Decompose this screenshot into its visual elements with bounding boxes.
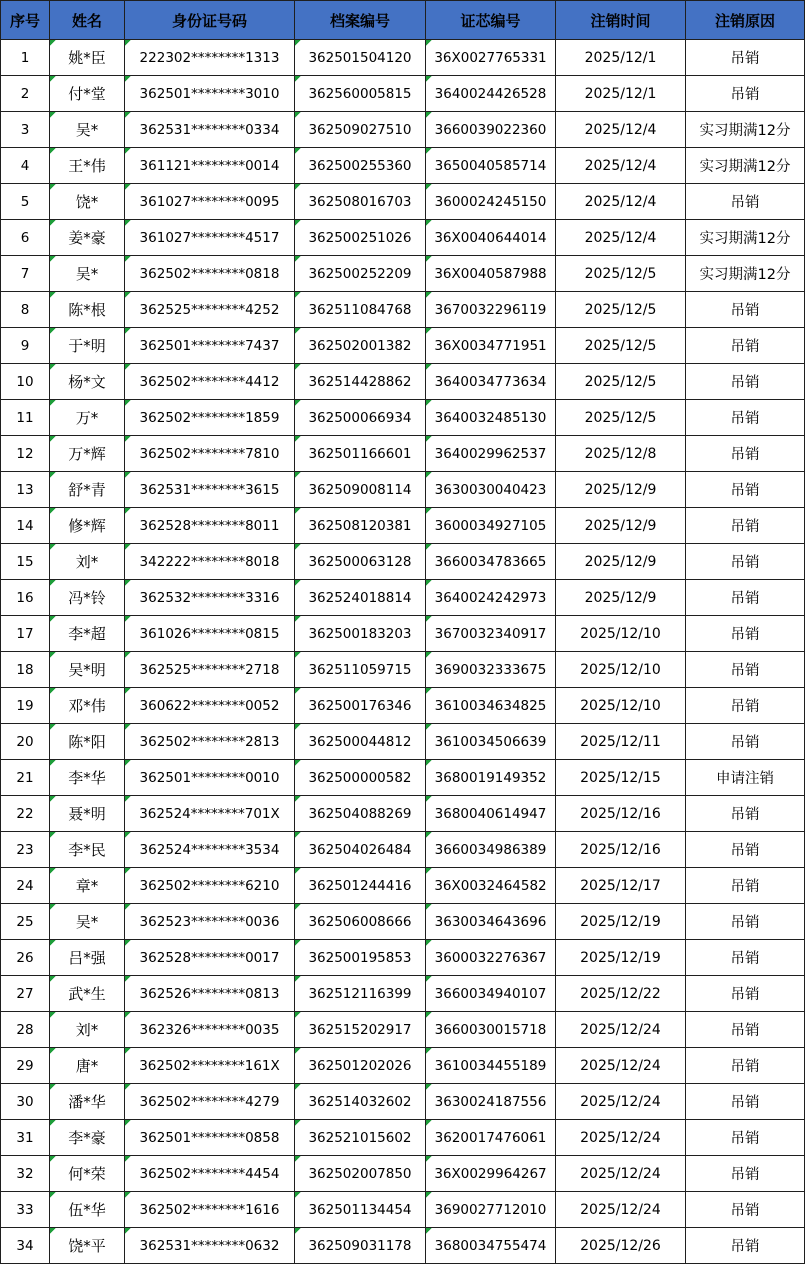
cell-cancel-date[interactable]: 2025/12/16 [556,796,686,832]
cell-name[interactable]: 王*伟 [50,148,125,184]
cell-name[interactable]: 李*超 [50,616,125,652]
cell-cancel-date[interactable]: 2025/12/1 [556,76,686,112]
cell-name[interactable]: 姜*豪 [50,220,125,256]
header-row [1,1,805,40]
table-row [1,1228,805,1264]
cell-cancel-date[interactable]: 2025/12/24 [556,1156,686,1192]
cell-id-number[interactable]: 361121********0014 [125,148,295,184]
cell-cancel-date[interactable]: 2025/12/4 [556,220,686,256]
cell-id-number[interactable]: 362502********7810 [125,436,295,472]
cell-seq[interactable]: 5 [1,184,50,220]
table-row [1,76,805,112]
cell-name[interactable]: 饶*平 [50,1228,125,1264]
header-chip-number[interactable]: 证芯编号 [426,1,556,40]
cell-seq[interactable]: 31 [1,1120,50,1156]
cell-cancel-reason[interactable]: 吊销 [686,1120,805,1156]
cell-id-number[interactable]: 362525********2718 [125,652,295,688]
cell-cancel-reason[interactable]: 吊销 [686,1084,805,1120]
table-row [1,1156,805,1192]
cell-id-number[interactable]: 362326********0035 [125,1012,295,1048]
header-seq[interactable]: 序号 [1,1,50,40]
cell-cancel-date[interactable]: 2025/12/4 [556,112,686,148]
cell-cancel-date[interactable]: 2025/12/9 [556,580,686,616]
cell-file-number[interactable]: 362501202026 [295,1048,426,1084]
cell-name[interactable]: 万*辉 [50,436,125,472]
table-header [1,1,805,40]
cell-cancel-date[interactable]: 2025/12/24 [556,1192,686,1228]
table-row [1,580,805,616]
cell-cancel-reason[interactable]: 吊销 [686,652,805,688]
cell-cancel-date[interactable]: 2025/12/5 [556,364,686,400]
cell-file-number[interactable]: 362500195853 [295,940,426,976]
cell-chip-number[interactable]: 3640024242973 [426,580,556,616]
cell-seq[interactable]: 12 [1,436,50,472]
cell-cancel-reason[interactable]: 吊销 [686,436,805,472]
cell-file-number[interactable]: 362512116399 [295,976,426,1012]
cell-file-number[interactable]: 362500066934 [295,400,426,436]
cell-seq[interactable]: 9 [1,328,50,364]
header-file-number[interactable]: 档案编号 [295,1,426,40]
cell-chip-number[interactable]: 3660034986389 [426,832,556,868]
cell-chip-number[interactable]: 3670032340917 [426,616,556,652]
table-row [1,652,805,688]
cell-chip-number[interactable]: 3660030015718 [426,1012,556,1048]
cell-cancel-date[interactable]: 2025/12/11 [556,724,686,760]
table-row [1,544,805,580]
cell-seq[interactable]: 10 [1,364,50,400]
cell-file-number[interactable]: 362514428862 [295,364,426,400]
cell-file-number[interactable]: 362502007850 [295,1156,426,1192]
cell-name[interactable]: 伍*华 [50,1192,125,1228]
cell-name[interactable]: 唐* [50,1048,125,1084]
cell-id-number[interactable]: 362502********1859 [125,400,295,436]
cell-chip-number[interactable]: 36X0032464582 [426,868,556,904]
cell-seq[interactable]: 27 [1,976,50,1012]
cell-file-number[interactable]: 362508016703 [295,184,426,220]
cell-id-number[interactable]: 362524********701X [125,796,295,832]
cell-file-number[interactable]: 362500063128 [295,544,426,580]
cell-cancel-reason[interactable]: 吊销 [686,184,805,220]
cell-file-number[interactable]: 362509027510 [295,112,426,148]
cell-file-number[interactable]: 362509031178 [295,1228,426,1264]
cell-seq[interactable]: 19 [1,688,50,724]
cell-file-number[interactable]: 362501166601 [295,436,426,472]
cell-name[interactable]: 刘* [50,544,125,580]
cell-cancel-date[interactable]: 2025/12/5 [556,256,686,292]
cell-cancel-date[interactable]: 2025/12/24 [556,1048,686,1084]
cell-file-number[interactable]: 362504026484 [295,832,426,868]
table-row [1,112,805,148]
header-name[interactable]: 姓名 [50,1,125,40]
header-cancel-reason[interactable]: 注销原因 [686,1,805,40]
cell-seq[interactable]: 30 [1,1084,50,1120]
cell-cancel-date[interactable]: 2025/12/16 [556,832,686,868]
cell-cancel-date[interactable]: 2025/12/19 [556,940,686,976]
cell-seq[interactable]: 15 [1,544,50,580]
cell-id-number[interactable]: 362501********7437 [125,328,295,364]
cell-id-number[interactable]: 362502********4454 [125,1156,295,1192]
cell-name[interactable]: 刘* [50,1012,125,1048]
cell-seq[interactable]: 7 [1,256,50,292]
cell-file-number[interactable]: 362509008114 [295,472,426,508]
cell-name[interactable]: 修*辉 [50,508,125,544]
table-row [1,1192,805,1228]
cell-cancel-date[interactable]: 2025/12/9 [556,508,686,544]
cell-name[interactable]: 吕*强 [50,940,125,976]
cell-id-number[interactable]: 362501********0010 [125,760,295,796]
table-row [1,868,805,904]
cell-chip-number[interactable]: 3680034755474 [426,1228,556,1264]
cell-name[interactable]: 舒*青 [50,472,125,508]
cell-id-number[interactable]: 362526********0813 [125,976,295,1012]
table-row [1,148,805,184]
cell-cancel-date[interactable]: 2025/12/4 [556,148,686,184]
cell-chip-number[interactable]: 3640029962537 [426,436,556,472]
cell-seq[interactable]: 28 [1,1012,50,1048]
table-row [1,760,805,796]
cell-cancel-reason[interactable]: 吊销 [686,940,805,976]
cell-cancel-reason[interactable]: 吊销 [686,40,805,76]
cell-cancel-date[interactable]: 2025/12/10 [556,616,686,652]
header-id-number[interactable]: 身份证号码 [125,1,295,40]
table-row [1,472,805,508]
cell-file-number[interactable]: 362500000582 [295,760,426,796]
cell-file-number[interactable]: 362506008666 [295,904,426,940]
cell-name[interactable]: 万* [50,400,125,436]
cell-cancel-reason[interactable]: 实习期满12分 [686,220,805,256]
cell-file-number[interactable]: 362508120381 [295,508,426,544]
cell-id-number[interactable]: 362524********3534 [125,832,295,868]
cell-id-number[interactable]: 362501********0858 [125,1120,295,1156]
cell-file-number[interactable]: 362500176346 [295,688,426,724]
cell-file-number[interactable]: 362501504120 [295,40,426,76]
cell-id-number[interactable]: 362531********0334 [125,112,295,148]
cell-id-number[interactable]: 362532********3316 [125,580,295,616]
cell-chip-number[interactable]: 3600034927105 [426,508,556,544]
cell-chip-number[interactable]: 3690032333675 [426,652,556,688]
cell-chip-number[interactable]: 3650040585714 [426,148,556,184]
cell-cancel-reason[interactable]: 吊销 [686,472,805,508]
cell-cancel-reason[interactable]: 吊销 [686,1156,805,1192]
cell-seq[interactable]: 6 [1,220,50,256]
cell-name[interactable]: 付*堂 [50,76,125,112]
cell-file-number[interactable]: 362501244416 [295,868,426,904]
cell-seq[interactable]: 23 [1,832,50,868]
cell-seq[interactable]: 29 [1,1048,50,1084]
cell-chip-number[interactable]: 36X0029964267 [426,1156,556,1192]
cell-id-number[interactable]: 362528********8011 [125,508,295,544]
cell-seq[interactable]: 34 [1,1228,50,1264]
cell-cancel-date[interactable]: 2025/12/9 [556,472,686,508]
cell-name[interactable]: 武*生 [50,976,125,1012]
cell-file-number[interactable]: 362515202917 [295,1012,426,1048]
cell-name[interactable]: 潘*华 [50,1084,125,1120]
cell-file-number[interactable]: 362500044812 [295,724,426,760]
cell-name[interactable]: 吴* [50,904,125,940]
table-row [1,688,805,724]
cell-cancel-reason[interactable]: 吊销 [686,1048,805,1084]
table-row [1,796,805,832]
cell-cancel-reason[interactable]: 吊销 [686,364,805,400]
cell-id-number[interactable]: 362528********0017 [125,940,295,976]
cell-file-number[interactable]: 362514032602 [295,1084,426,1120]
cell-seq[interactable]: 3 [1,112,50,148]
table-row [1,436,805,472]
cell-chip-number[interactable]: 3600024245150 [426,184,556,220]
table-row [1,40,805,76]
cell-file-number[interactable]: 362501134454 [295,1192,426,1228]
cell-cancel-reason[interactable]: 吊销 [686,1012,805,1048]
cell-chip-number[interactable]: 3630034643696 [426,904,556,940]
header-cancel-date[interactable]: 注销时间 [556,1,686,40]
table-row [1,292,805,328]
cell-file-number[interactable]: 362500183203 [295,616,426,652]
cell-cancel-date[interactable]: 2025/12/5 [556,400,686,436]
cell-id-number[interactable]: 362531********0632 [125,1228,295,1264]
cell-cancel-reason[interactable]: 吊销 [686,904,805,940]
cell-cancel-reason[interactable]: 吊销 [686,292,805,328]
cell-chip-number[interactable]: 3660039022360 [426,112,556,148]
cell-file-number[interactable]: 362521015602 [295,1120,426,1156]
table-row [1,328,805,364]
cell-seq[interactable]: 33 [1,1192,50,1228]
cell-seq[interactable]: 22 [1,796,50,832]
cell-name[interactable]: 聂*明 [50,796,125,832]
cell-cancel-reason[interactable]: 吊销 [686,616,805,652]
cell-id-number[interactable]: 362525********4252 [125,292,295,328]
cell-cancel-reason[interactable]: 吊销 [686,544,805,580]
table-row [1,616,805,652]
table-row [1,724,805,760]
cell-id-number[interactable]: 362502********2813 [125,724,295,760]
cell-id-number[interactable]: 362501********3010 [125,76,295,112]
cell-chip-number[interactable]: 3630030040423 [426,472,556,508]
cell-cancel-date[interactable]: 2025/12/24 [556,1012,686,1048]
cell-seq[interactable]: 24 [1,868,50,904]
cell-cancel-date[interactable]: 2025/12/5 [556,292,686,328]
table-row [1,256,805,292]
cell-id-number[interactable]: 361027********4517 [125,220,295,256]
cell-cancel-reason[interactable]: 吊销 [686,1192,805,1228]
cell-chip-number[interactable]: 3670032296119 [426,292,556,328]
cell-cancel-date[interactable]: 2025/12/10 [556,688,686,724]
table-row [1,1012,805,1048]
cell-seq[interactable]: 11 [1,400,50,436]
cell-cancel-reason[interactable]: 吊销 [686,580,805,616]
cell-seq[interactable]: 18 [1,652,50,688]
cell-file-number[interactable]: 362500255360 [295,148,426,184]
cell-cancel-date[interactable]: 2025/12/17 [556,868,686,904]
cell-name[interactable]: 李*豪 [50,1120,125,1156]
cell-chip-number[interactable]: 3660034783665 [426,544,556,580]
cell-name[interactable]: 于*明 [50,328,125,364]
cell-file-number[interactable]: 362500252209 [295,256,426,292]
cell-chip-number[interactable]: 36X0027765331 [426,40,556,76]
cell-chip-number[interactable]: 3630024187556 [426,1084,556,1120]
cell-cancel-date[interactable]: 2025/12/1 [556,40,686,76]
cell-file-number[interactable]: 362502001382 [295,328,426,364]
cell-cancel-reason[interactable]: 吊销 [686,400,805,436]
cell-cancel-date[interactable]: 2025/12/4 [556,184,686,220]
cell-cancel-reason[interactable]: 吊销 [686,832,805,868]
cell-file-number[interactable]: 362511059715 [295,652,426,688]
cell-seq[interactable]: 20 [1,724,50,760]
cell-cancel-date[interactable]: 2025/12/8 [556,436,686,472]
cell-chip-number[interactable]: 3620017476061 [426,1120,556,1156]
cell-id-number[interactable]: 362502********161X [125,1048,295,1084]
cell-id-number[interactable]: 362523********0036 [125,904,295,940]
cell-seq[interactable]: 1 [1,40,50,76]
cell-name[interactable]: 冯*铃 [50,580,125,616]
cell-id-number[interactable]: 362502********4279 [125,1084,295,1120]
table-row [1,1120,805,1156]
cell-cancel-date[interactable]: 2025/12/19 [556,904,686,940]
cell-chip-number[interactable]: 3610034506639 [426,724,556,760]
cell-seq[interactable]: 17 [1,616,50,652]
table-row [1,976,805,1012]
cell-name[interactable]: 吴*明 [50,652,125,688]
cell-cancel-reason[interactable]: 申请注销 [686,760,805,796]
cell-cancel-reason[interactable]: 吊销 [686,724,805,760]
cell-chip-number[interactable]: 3680019149352 [426,760,556,796]
cell-cancel-reason[interactable]: 实习期满12分 [686,112,805,148]
cell-cancel-date[interactable]: 2025/12/26 [556,1228,686,1264]
cell-name[interactable]: 邓*伟 [50,688,125,724]
table-row [1,184,805,220]
cell-cancel-reason[interactable]: 吊销 [686,1228,805,1264]
cell-seq[interactable]: 26 [1,940,50,976]
cell-cancel-reason[interactable]: 实习期满12分 [686,256,805,292]
cell-id-number[interactable]: 222302********1313 [125,40,295,76]
cell-cancel-reason[interactable]: 吊销 [686,328,805,364]
cell-seq[interactable]: 25 [1,904,50,940]
cell-cancel-date[interactable]: 2025/12/22 [556,976,686,1012]
table-row [1,904,805,940]
cell-name[interactable]: 陈*阳 [50,724,125,760]
table-row [1,220,805,256]
cell-id-number[interactable]: 361027********0095 [125,184,295,220]
cell-id-number[interactable]: 362531********3615 [125,472,295,508]
cell-cancel-reason[interactable]: 吊销 [686,976,805,1012]
cell-chip-number[interactable]: 3640032485130 [426,400,556,436]
cell-file-number[interactable]: 362504088269 [295,796,426,832]
cell-file-number[interactable]: 362511084768 [295,292,426,328]
table-row [1,1084,805,1120]
cell-cancel-date[interactable]: 2025/12/24 [556,1120,686,1156]
cell-name[interactable]: 李*华 [50,760,125,796]
cell-name[interactable]: 何*荣 [50,1156,125,1192]
cell-chip-number[interactable]: 3610034455189 [426,1048,556,1084]
cell-file-number[interactable]: 362524018814 [295,580,426,616]
cell-name[interactable]: 饶* [50,184,125,220]
cell-id-number[interactable]: 362502********6210 [125,868,295,904]
cell-name[interactable]: 李*民 [50,832,125,868]
cell-name[interactable]: 姚*臣 [50,40,125,76]
cell-chip-number[interactable]: 36X0040587988 [426,256,556,292]
table-row [1,364,805,400]
cell-chip-number[interactable]: 3640024426528 [426,76,556,112]
cell-cancel-date[interactable]: 2025/12/15 [556,760,686,796]
cell-seq[interactable]: 4 [1,148,50,184]
cell-name[interactable]: 吴* [50,112,125,148]
table-row [1,832,805,868]
cell-cancel-date[interactable]: 2025/12/5 [556,328,686,364]
cell-cancel-reason[interactable]: 吊销 [686,688,805,724]
cell-chip-number[interactable]: 3600032276367 [426,940,556,976]
table-body [1,40,805,1264]
cell-seq[interactable]: 14 [1,508,50,544]
table-row [1,940,805,976]
cell-id-number[interactable]: 362502********4412 [125,364,295,400]
cell-chip-number[interactable]: 36X0034771951 [426,328,556,364]
cell-id-number[interactable]: 342222********8018 [125,544,295,580]
cell-id-number[interactable]: 361026********0815 [125,616,295,652]
cell-cancel-date[interactable]: 2025/12/9 [556,544,686,580]
cell-seq[interactable]: 2 [1,76,50,112]
cell-file-number[interactable]: 362560005815 [295,76,426,112]
cell-chip-number[interactable]: 3640034773634 [426,364,556,400]
cell-name[interactable]: 杨*文 [50,364,125,400]
cell-id-number[interactable]: 360622********0052 [125,688,295,724]
cell-chip-number[interactable]: 36X0040644014 [426,220,556,256]
cell-id-number[interactable]: 362502********0818 [125,256,295,292]
table-row [1,400,805,436]
cell-file-number[interactable]: 362500251026 [295,220,426,256]
cell-cancel-reason[interactable]: 实习期满12分 [686,148,805,184]
cell-cancel-reason[interactable]: 吊销 [686,508,805,544]
cell-chip-number[interactable]: 3660034940107 [426,976,556,1012]
cell-cancel-reason[interactable]: 吊销 [686,76,805,112]
cell-name[interactable]: 陈*根 [50,292,125,328]
table-row [1,508,805,544]
cell-id-number[interactable]: 362502********1616 [125,1192,295,1228]
cell-cancel-reason[interactable]: 吊销 [686,868,805,904]
cell-chip-number[interactable]: 3690027712010 [426,1192,556,1228]
cell-seq[interactable]: 32 [1,1156,50,1192]
cell-seq[interactable]: 8 [1,292,50,328]
cell-cancel-reason[interactable]: 吊销 [686,796,805,832]
cell-seq[interactable]: 13 [1,472,50,508]
cell-chip-number[interactable]: 3680040614947 [426,796,556,832]
cell-name[interactable]: 章* [50,868,125,904]
table-row [1,1048,805,1084]
cell-seq[interactable]: 16 [1,580,50,616]
cell-seq[interactable]: 21 [1,760,50,796]
cell-name[interactable]: 吴* [50,256,125,292]
cell-cancel-date[interactable]: 2025/12/10 [556,652,686,688]
cell-chip-number[interactable]: 3610034634825 [426,688,556,724]
cell-cancel-date[interactable]: 2025/12/24 [556,1084,686,1120]
